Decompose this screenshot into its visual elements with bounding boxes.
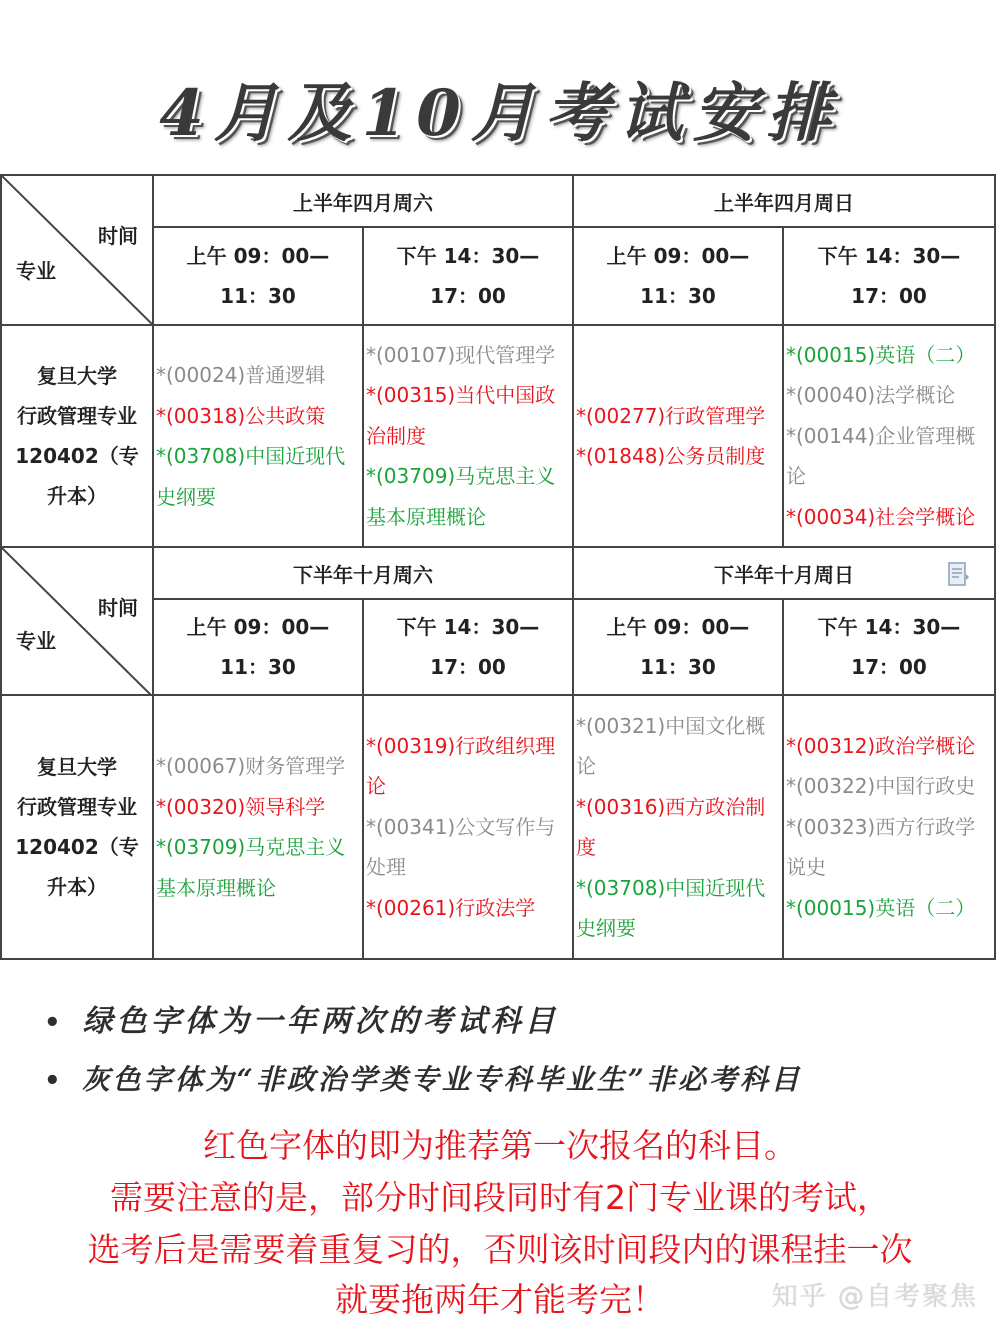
major-name: 行政管理专业 [17,404,137,428]
bullet-icon: • [44,1008,65,1038]
time-slot-end: 17：00 [430,284,506,308]
course-item: *(00323)西方行政学说史 [786,814,976,880]
time-slot-end: 11：30 [640,284,716,308]
course-item: *(03709)马克思主义基本原理概论 [366,464,556,529]
time-slot [783,599,995,695]
time-slot-start: 上午 09：00— [186,244,330,268]
time-slot-start: 下午 14：30— [396,244,540,268]
course-item: *(00320)领导科学 [156,794,326,819]
course-item: *(00015)英语（二） [786,342,976,367]
time-slot-start: 下午 14：30— [396,615,540,639]
course-item: *(00316)西方政治制度 [576,794,766,859]
course-item: *(00319)行政组织理论 [366,733,556,799]
course-cell [363,325,573,547]
time-slot [573,227,783,325]
course-item: *(03708)中国近现代史纲要 [156,444,346,509]
major-name: 行政管理专业 [17,795,137,819]
time-slot-end: 11：30 [220,655,296,679]
red-note-line-2: 需要注意的是，部分时间段同时有2门专业课的考试， [110,1178,890,1217]
time-slot-end: 11：30 [220,284,296,308]
course-cell [363,695,573,959]
course-item: *(00312)政治学概论 [786,733,976,758]
major-code: 120402（专 [15,444,139,468]
header-corner-cell [1,175,153,325]
red-note-line-3: 选考后是需要着重复习的，否则该时间段内的课程挂一次 [87,1230,913,1269]
course-item: *(00315)当代中国政治制度 [366,383,556,448]
course-item: *(00107)现代管理学 [366,342,556,367]
time-slot-end: 17：00 [851,284,927,308]
course-item: *(00015)英语（二） [786,895,976,920]
course-item: *(03709)马克思主义基本原理概论 [156,835,346,900]
day-header-saturday: 上半年四月周六 [153,175,573,227]
time-slot-start: 下午 14：30— [817,244,961,268]
time-slot-start: 下午 14：30— [817,615,961,639]
major-code: 120402（专 [15,835,139,859]
course-item: *(00261)行政法学 [366,895,536,920]
time-slot [783,227,995,325]
course-cell [153,325,363,547]
legend-gray-note [44,1058,802,1098]
diagonal-divider [2,176,153,325]
time-slot-end: 17：00 [851,655,927,679]
schedule-table-first-half [0,174,996,548]
day-header-sunday [573,547,995,599]
major-cell [1,325,153,547]
time-slot-start: 上午 09：00— [606,244,750,268]
course-item: *(00024)普通逻辑 [156,363,326,387]
red-note-line-4: 就要拖两年才能考完！ [335,1280,665,1319]
course-item: *(00341)公文写作与处理 [366,814,556,880]
legend-green-text: 绿色字体为一年两次的考试科目 [82,1004,559,1039]
course-cell [573,325,783,547]
time-slot [363,227,573,325]
bullet-icon: • [44,1066,64,1096]
time-slot [153,227,363,325]
course-item: *(00322)中国行政史 [786,774,976,799]
course-item: *(00321)中国文化概论 [576,713,766,778]
time-slot [573,599,783,695]
course-cell [783,325,995,547]
day-header-saturday: 下半年十月周六 [153,547,573,599]
major-cell [1,695,153,959]
major-label: 专业 [16,629,56,653]
course-item: *(00034)社会学概论 [786,504,976,529]
course-cell [153,695,363,959]
course-item: *(00318)公共政策 [156,403,326,428]
course-item: *(00144)企业管理概论 [786,423,976,489]
time-slot [363,599,573,695]
time-label: 时间 [98,224,138,248]
major-type: 升本） [47,484,107,508]
schedule-table-second-half [0,546,996,960]
major-type: 升本） [47,875,107,899]
course-cell [783,695,995,959]
time-slot-start: 上午 09：00— [186,615,330,639]
time-slot-end: 17：00 [430,655,506,679]
document-icon[interactable] [948,562,970,588]
course-item: *(00040)法学概论 [786,383,956,408]
day-header-sunday-label: 下半年十月周日 [714,562,854,587]
major-university: 复旦大学 [37,755,117,779]
major-university: 复旦大学 [37,364,117,388]
course-cell [573,695,783,959]
course-item: *(03708)中国近现代史纲要 [576,875,766,940]
course-item: *(01848)公务员制度 [576,444,766,468]
course-item: *(00067)财务管理学 [156,754,346,778]
time-label: 时间 [98,596,138,620]
legend-gray-text: 灰色字体为“非政治学类专业专科毕业生”非必考科目 [81,1063,802,1096]
red-note-line-1: 红色字体的即为推荐第一次报名的科目。 [203,1126,797,1165]
time-slot-start: 上午 09：00— [606,615,750,639]
time-slot-end: 11：30 [640,655,716,679]
major-label: 专业 [16,259,56,283]
day-header-sunday: 上半年四月周日 [573,175,995,227]
watermark: 知乎 @自考聚焦 [771,1282,978,1312]
page-title: 4月及10月考试安排 [159,76,841,151]
header-corner-cell [1,547,153,695]
course-item: *(00277)行政管理学 [576,403,766,428]
legend-green-note [44,996,559,1040]
time-slot [153,599,363,695]
diagonal-divider [2,548,153,695]
